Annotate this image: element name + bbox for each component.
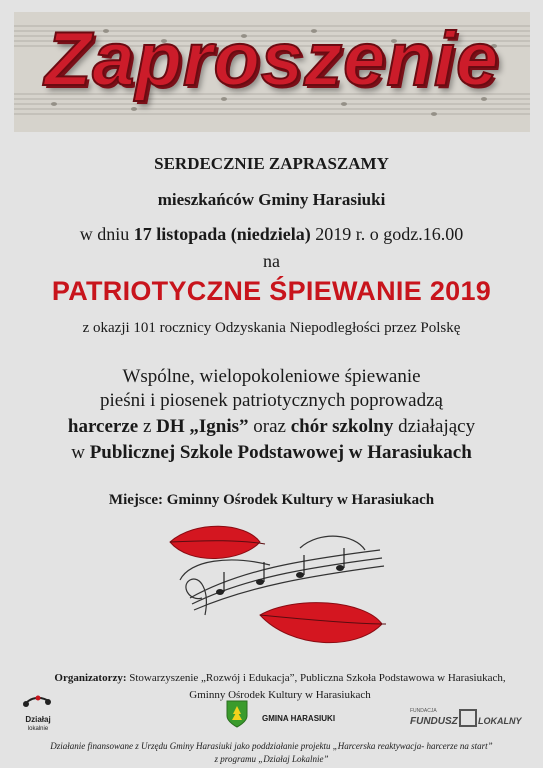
organizers-text-1: Stowarzyszenie „Rozwój i Edukacja”, Publiczna Szkoła Podstawowa w Harasiukach, [126,672,506,684]
svg-text:Działaj: Działaj [25,715,51,724]
date-line [0,224,543,245]
financing-line-1: Działanie finansowane z Urzędu Gminy Harasiuki jako poddziałanie projektu „Harcerska reaktywacja- harcerze na start” [50,741,493,751]
gmina-label: GMINA HARASIUKI [262,714,336,723]
svg-text:FUNDUSZ: FUNDUSZ [410,716,458,727]
organizers-label: Organizatorzy: [54,672,127,684]
event-title: PATRIOTYCZNE ŚPIEWANIE 2019 [51,276,492,306]
occasion-line: z okazji 101 rocznicy Odzyskania Niepodległości przez Polskę [82,320,461,336]
description-line-3 [0,416,543,438]
svg-text:FUNDACJA: FUNDACJA [410,708,437,714]
date-prefix: w dniu [79,224,134,244]
desc3-text-3: działający [393,416,476,437]
place-line: Miejsce: Gminny Ośrodek Kultury w Harasiukach [108,492,435,508]
audience-line: mieszkańców Gminy Harasiuki [157,190,386,209]
description-line-4 [0,442,543,464]
gmina-coat-of-arms-icon [226,700,248,728]
desc3-text-2: oraz [248,416,291,437]
fundusz-lokalny-logo [408,704,522,728]
financing-line-2: z programu „Działaj Lokalnie” [214,754,329,764]
invitation-title: Zaproszenie [44,17,500,102]
top-leaf-icon [170,526,265,558]
svg-text:lokalnie: lokalnie [27,726,49,732]
description-line-1: Wspólne, wielopokoleniowe śpiewanie [122,366,421,387]
desc3-bold-3: chór szkolny [290,416,394,437]
financing-note [10,740,533,766]
description-line-2: pieśni i piosenek patriotycznych poprowadzą [100,390,443,411]
desc3-bold-1: harcerze [67,416,139,437]
organizers-text-2: Gminny Ośrodek Kultury w Harasiukach [189,689,371,701]
bottom-leaf-icon [260,603,386,643]
organizers [30,670,530,704]
desc3-text-1: z [138,416,157,437]
na-line: na [263,251,280,271]
date-suffix: 2019 r. o godz.16.00 [310,224,464,244]
desc3-bold-2: DH „Ignis” [156,416,249,437]
desc4-text-1: w [71,442,90,463]
greeting-line: SERDECZNIE ZAPRASZAMY [154,154,389,173]
svg-text:LOKALNY: LOKALNY [478,716,522,726]
desc4-bold-1: Publicznej Szkole Podstawowej w Harasiukach [89,442,472,463]
dzialaj-lokalnie-logo [16,692,60,734]
date-bold: 17 listopada (niedziela) [133,224,311,244]
header-banner [14,12,530,132]
leaves-and-notes-illustration [150,520,410,662]
